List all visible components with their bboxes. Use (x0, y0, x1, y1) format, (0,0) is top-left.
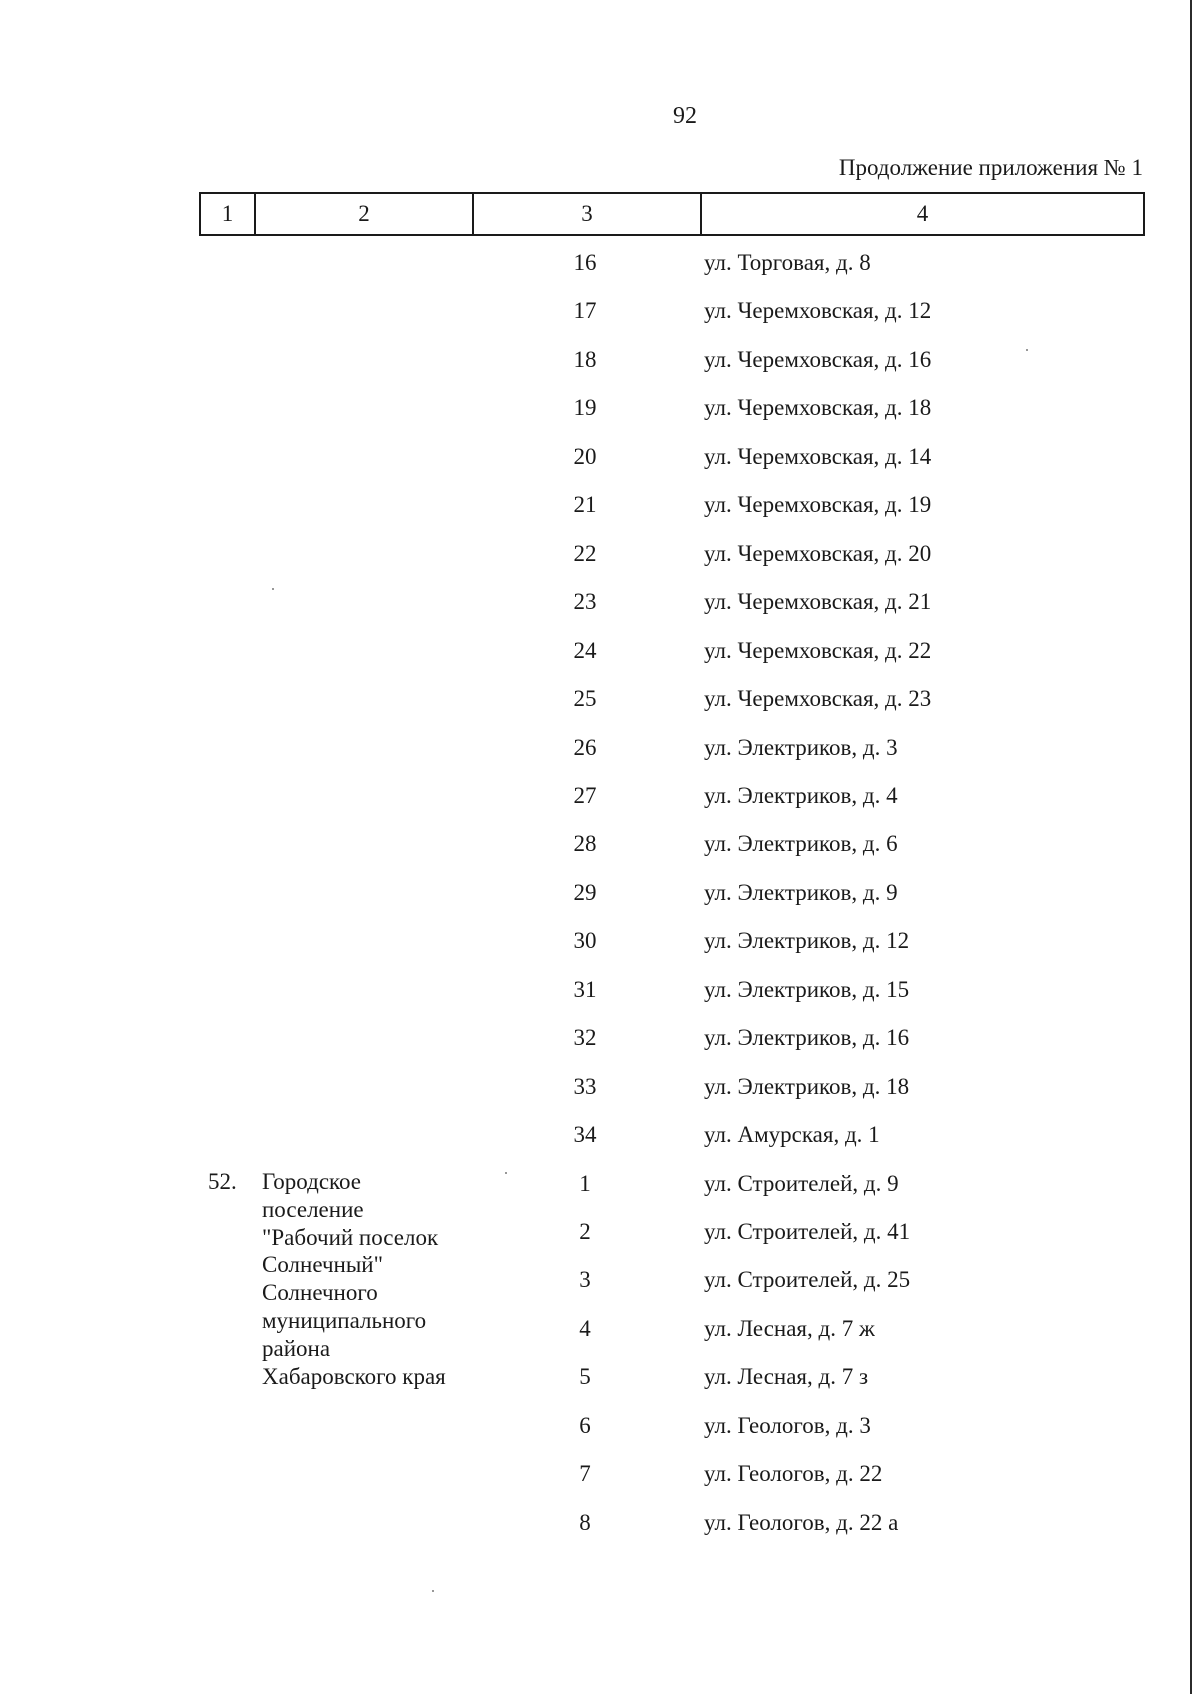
scan-speck (432, 1590, 434, 1592)
row-address: ул. Электриков, д. 3 (704, 735, 898, 760)
group-name-line: муниципального (262, 1307, 427, 1333)
row-number: 29 (573, 880, 597, 905)
row-number: 22 (573, 541, 597, 566)
row-number: 3 (579, 1267, 591, 1292)
row-address: ул. Строителей, д. 41 (704, 1219, 911, 1244)
row-address: ул. Электриков, д. 12 (704, 928, 910, 953)
row-number: 19 (573, 395, 597, 420)
row-address: ул. Электриков, д. 9 (704, 880, 898, 905)
row-address: ул. Черемховская, д. 14 (704, 444, 932, 469)
row-number: 30 (573, 928, 597, 953)
row-number: 8 (579, 1510, 591, 1535)
row-address: ул. Черемховская, д. 23 (704, 686, 932, 711)
row-address: ул. Черемховская, д. 21 (704, 589, 932, 614)
row-address: ул. Строителей, д. 25 (704, 1267, 911, 1292)
row-address: ул. Черемховская, д. 19 (704, 492, 932, 517)
row-address: ул. Геологов, д. 22 (704, 1461, 883, 1486)
row-address: ул. Амурская, д. 1 (704, 1122, 880, 1147)
group-name-line: "Рабочий поселок (262, 1224, 439, 1250)
header-cell-1: 1 (201, 194, 256, 234)
row-number: 21 (573, 492, 597, 517)
row-address: ул. Черемховская, д. 18 (704, 395, 932, 420)
group-name-line: поселение (262, 1196, 364, 1222)
row-number: 24 (573, 638, 597, 663)
page-number: 92 (673, 103, 697, 129)
group-name-line: района (262, 1335, 331, 1361)
row-address: ул. Электриков, д. 18 (704, 1074, 910, 1099)
group-name (262, 1168, 502, 1390)
annex-caption: Продолжение приложения № 1 (838, 155, 1143, 180)
row-address: ул. Электриков, д. 16 (704, 1025, 910, 1050)
row-number: 32 (573, 1025, 597, 1050)
group-name-line: Солнечного (262, 1280, 378, 1306)
row-address: ул. Геологов, д. 22 а (704, 1510, 899, 1535)
row-number: 20 (573, 444, 597, 469)
row-number: 23 (573, 589, 597, 614)
row-address: ул. Черемховская, д. 12 (704, 298, 932, 323)
row-number: 17 (573, 298, 597, 323)
header-cell-4: 4 (916, 201, 929, 226)
group-name-line: Солнечный" (262, 1252, 383, 1278)
row-number: 26 (573, 735, 597, 760)
scan-speck (1026, 349, 1028, 351)
group-number: 52. (208, 1169, 237, 1194)
row-address: ул. Геологов, д. 3 (704, 1413, 871, 1438)
row-number: 31 (573, 977, 597, 1002)
row-address: ул. Строителей, д. 9 (704, 1171, 899, 1196)
scan-edge-line (1190, 0, 1192, 1694)
row-number: 28 (573, 831, 597, 856)
row-number: 18 (573, 347, 597, 372)
row-number: 6 (579, 1413, 591, 1438)
row-number: 2 (579, 1219, 591, 1244)
row-number: 4 (579, 1316, 591, 1341)
group-name-line: Хабаровского края (262, 1363, 446, 1389)
row-number: 27 (573, 783, 597, 808)
row-address: ул. Лесная, д. 7 з (704, 1364, 869, 1389)
row-address: ул. Электриков, д. 6 (704, 831, 898, 856)
row-address: ул. Лесная, д. 7 ж (704, 1316, 875, 1341)
row-address: ул. Электриков, д. 15 (704, 977, 910, 1002)
row-address: ул. Торговая, д. 8 (704, 250, 871, 275)
row-number: 1 (579, 1171, 591, 1196)
row-number: 7 (579, 1461, 591, 1486)
scan-speck (505, 1172, 507, 1174)
row-address: ул. Черемховская, д. 20 (704, 541, 932, 566)
row-number: 34 (573, 1122, 597, 1147)
row-number: 33 (573, 1074, 597, 1099)
row-number: 5 (579, 1364, 591, 1389)
row-number: 25 (573, 686, 597, 711)
row-address: ул. Электриков, д. 4 (704, 783, 898, 808)
group-name-line: Городское (262, 1169, 362, 1194)
header-cell-2: 2 (256, 194, 474, 234)
table-header-row (199, 192, 1145, 236)
row-address: ул. Черемховская, д. 16 (704, 347, 932, 372)
scan-speck (272, 588, 274, 590)
header-cell-3: 3 (474, 194, 702, 234)
row-number: 16 (573, 250, 597, 275)
row-address: ул. Черемховская, д. 22 (704, 638, 932, 663)
